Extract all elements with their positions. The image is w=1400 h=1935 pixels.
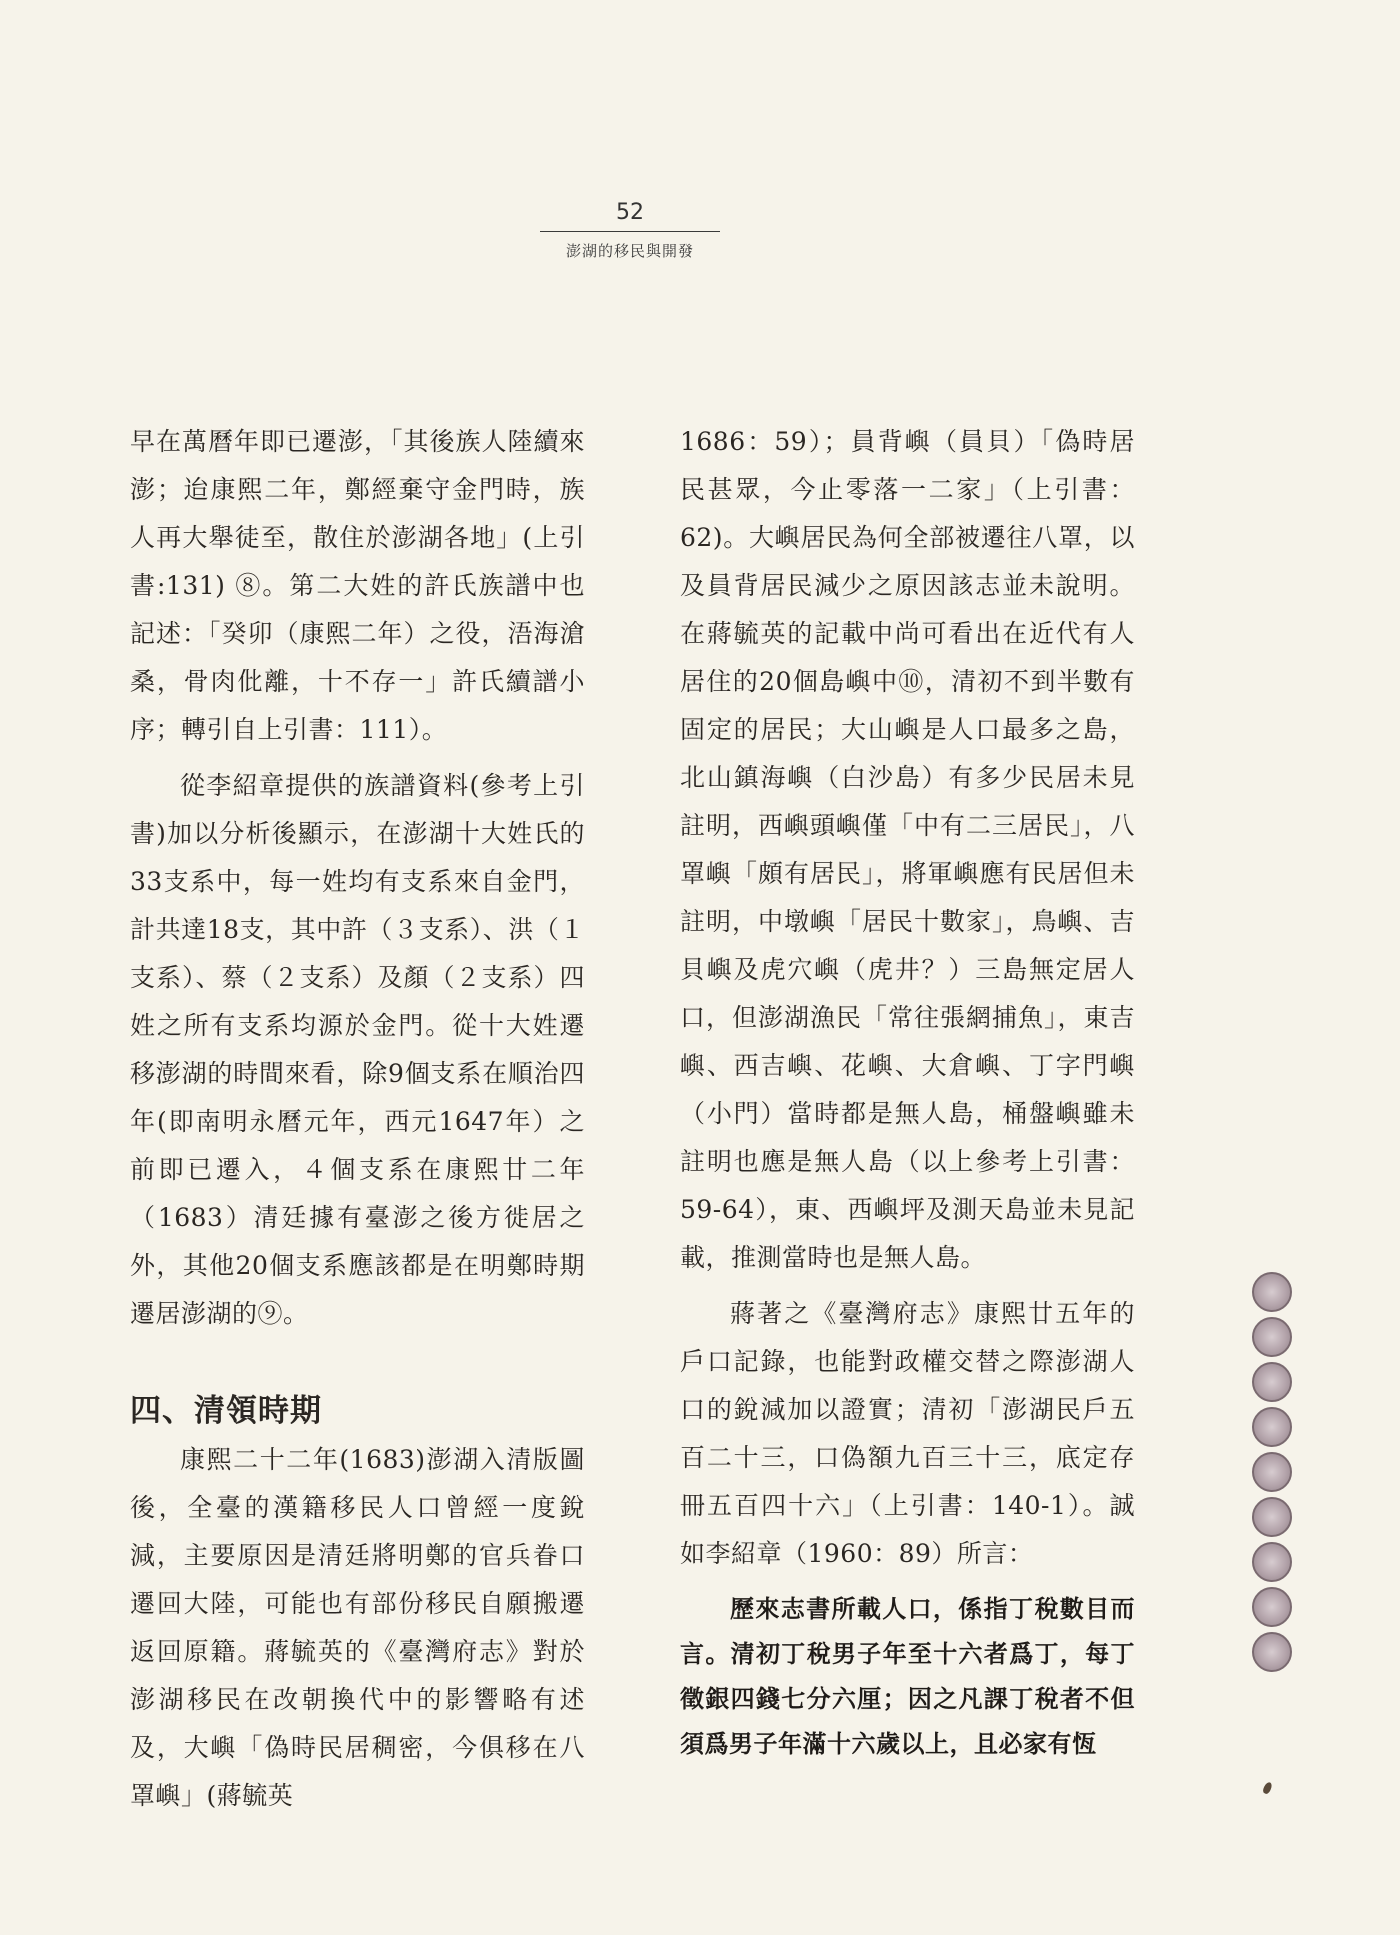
running-title: 澎湖的移民與開發	[565, 242, 694, 260]
right-paragraph-2: 蔣著之《臺灣府志》康熙廿五年的戶口記錄，也能對政權交替之際澎湖人口的銳減加以證實；清初「澎湖民戶五百二十三，口偽額九百三十三，底定存冊五百四十六」（上引書：140-1）。誠如李紹章（1960：89）所言：	[680, 1299, 1135, 1568]
left-paragraph-1: 早在萬曆年即已遷澎，「其後族人陸續來澎；迨康熙二年，鄭經棄守金門時，族人再大舉徒至，散住於澎湖各地」(上引書:131) ⑧。第二大姓的許氏族譜中也記述：「癸卯（康熙二年）之役，浯海滄桑，骨肉仳離，十不存一」許氏續譜小序；轉引自上引書：111）。	[130, 427, 585, 744]
block-quote: 歷來志書所載人口，係指丁稅數目而言。清初丁稅男子年至十六者爲丁，每丁徵銀四錢七分六厘；因之凡課丁稅者不但須爲男子年滿十六歲以上，且必家有恆	[680, 1594, 1135, 1758]
left-paragraph-3: 康熙二十二年(1683)澎湖入清版圖後，全臺的漢籍移民人口曾經一度銳減，主要原因是清廷將明鄭的官兵眷口遷回大陸，可能也有部份移民自願搬遷返回原籍。蔣毓英的《臺灣府志》對於澎湖移民在改朝換代中的影響略有述及，大嶼「偽時民居稠密，今俱移在八罩嶼」(蔣毓英	[130, 1445, 585, 1810]
seal-stamp	[1252, 1542, 1292, 1582]
section-title: 四、清領時期	[130, 1393, 322, 1429]
page-number: 52	[616, 200, 644, 225]
seal-stamp-strip	[1252, 1272, 1296, 1677]
page-header	[540, 200, 720, 261]
seal-stamp	[1252, 1272, 1292, 1312]
seal-stamp	[1252, 1497, 1292, 1537]
seal-stamp	[1252, 1632, 1292, 1672]
seal-stamp	[1252, 1362, 1292, 1402]
right-column	[680, 418, 1135, 1766]
header-rule	[540, 231, 720, 232]
seal-stamp	[1252, 1317, 1292, 1357]
left-paragraph-2: 從李紹章提供的族譜資料(參考上引書)加以分析後顯示，在澎湖十大姓氏的33支系中，每一姓均有支系來自金門，計共達18支，其中許（３支系）、洪（１支系）、蔡（２支系）及顏（２支系）四姓之所有支系均源於金門。從十大姓遷移澎湖的時間來看，除9個支系在順治四年(即南明永曆元年，西元1647年）之前即已遷入，４個支系在康熙廿二年（1683）清廷據有臺澎之後方徙居之外，其他20個支系應該都是在明鄭時期遷居澎湖的⑨。	[130, 771, 585, 1328]
ink-mark	[1262, 1781, 1273, 1795]
left-column	[130, 418, 585, 1820]
seal-stamp	[1252, 1407, 1292, 1447]
right-paragraph-1: 1686：59）；員背嶼（員貝）「偽時居民甚眾，今止零落一二家」（上引書：62)。大嶼居民為何全部被遷往八罩，以及員背居民減少之原因該志並未說明。在蔣毓英的記載中尚可看出在近代有人居住的20個島嶼中⑩，清初不到半數有固定的居民；大山嶼是人口最多之島，北山鎮海嶼（白沙島）有多少民居未見註明，西嶼頭嶼僅「中有二三居民」，八罩嶼「頗有居民」，將軍嶼應有民居但未註明，中墩嶼「居民十數家」，鳥嶼、吉貝嶼及虎穴嶼（虎井？）三島無定居人口，但澎湖漁民「常往張網捕魚」，東吉嶼、西吉嶼、花嶼、大倉嶼、丁字門嶼（小門）當時都是無人島，桶盤嶼雖未註明也應是無人島（以上參考上引書：59-64），東、西嶼坪及測天島並未見記載，推測當時也是無人島。	[680, 427, 1135, 1272]
seal-stamp	[1252, 1587, 1292, 1627]
seal-stamp	[1252, 1452, 1292, 1492]
